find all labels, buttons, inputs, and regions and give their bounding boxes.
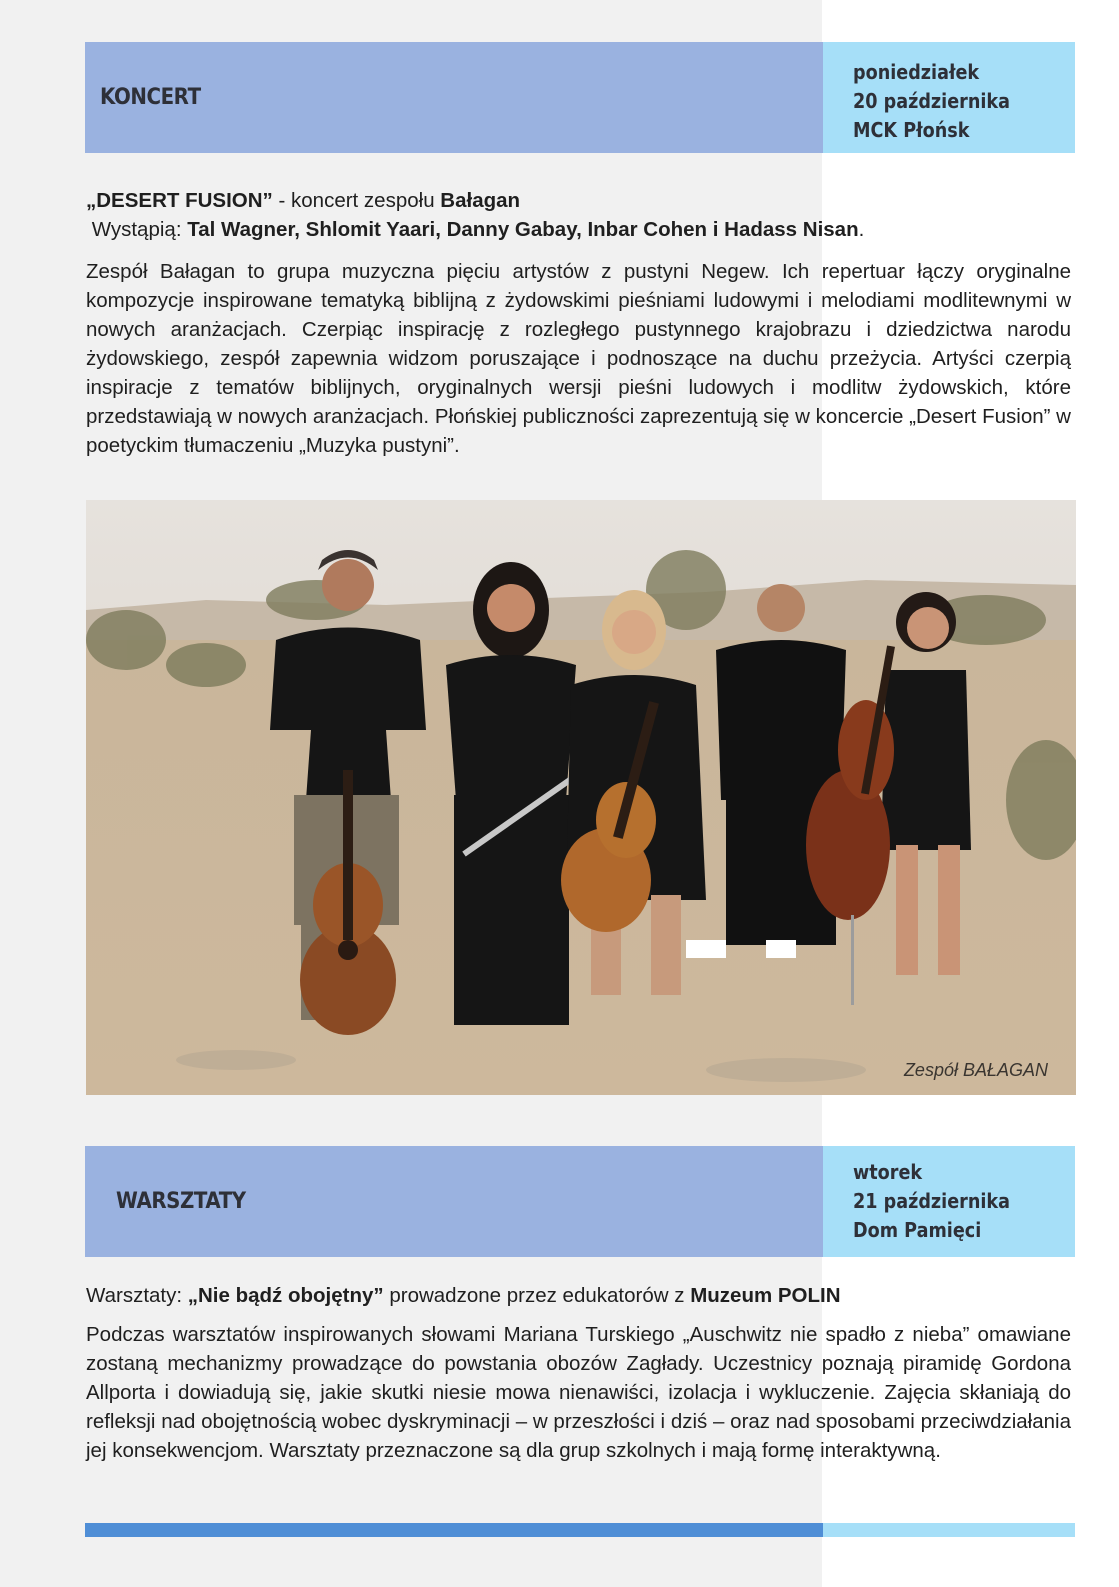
workshop-headline	[86, 1281, 1071, 1310]
workshop-banner	[85, 1146, 1075, 1257]
event-meta	[853, 58, 1010, 145]
performers-label: Wystąpią:	[86, 218, 188, 241]
section-title: KONCERT	[100, 85, 201, 110]
photo-caption: Zespół BAŁAGAN	[903, 1060, 1048, 1080]
organizer-name: Muzeum POLIN	[690, 1284, 841, 1307]
event-date: 21 października	[853, 1189, 1010, 1213]
concert-headline	[86, 186, 1071, 215]
concert-title: „DESERT FUSION”	[86, 189, 273, 212]
band-photo	[86, 500, 1076, 1095]
event-place: Dom Pamięci	[853, 1218, 982, 1242]
band-photo-illustration	[86, 500, 1076, 1095]
footer-bar-blue	[85, 1523, 823, 1537]
concert-description: Zespół Bałagan to grupa muzyczna pięciu artystów z pustyni Negew. Ich repertuar łączy oryginalne kompozycje inspirowane tematyką biblijną z żydowskimi pieśniami ludowymi i melodiami modlitewnymi w nowych aranżacjach. Czerpiąc inspirację z rozległego pustynnego krajobrazu i dziedzictwa narodu żydowskiego, zespół zapewnia widzom poruszające i podnoszące na duchu przeżycia. Artyści czerpią inspiracje z tematów biblijnych, oryginalnych wersji pieśni ludowych i modlitw żydowskich, które przedstawiają w nowych aranżacjach. Płońskiej publiczności zaprezentują się w koncercie „Desert Fusion” w poetyckim tłumaczeniu „Muzyka pustyni”.	[86, 260, 1071, 457]
workshop-title: „Nie bądź obojętny”	[187, 1284, 384, 1307]
event-day: wtorek	[853, 1160, 923, 1184]
performers-names: Tal Wagner, Shlomit Yaari, Danny Gabay, Inbar Cohen i Hadass Nisan	[187, 218, 859, 241]
workshop-label: Warsztaty:	[86, 1284, 188, 1307]
concert-banner	[85, 42, 1075, 153]
workshop-subtitle: prowadzone przez edukatorów z	[383, 1284, 691, 1307]
band-name: Bałagan	[440, 189, 521, 212]
event-day: poniedziałek	[853, 60, 980, 84]
footer-bar-cyan	[823, 1523, 1075, 1537]
performers-line	[86, 215, 1071, 244]
event-meta	[853, 1158, 1010, 1245]
event-date: 20 października	[853, 89, 1010, 113]
event-place: MCK Płońsk	[853, 118, 970, 142]
section-title: WARSZTATY	[116, 1189, 246, 1214]
performers-end: .	[858, 218, 865, 241]
concert-subtitle: - koncert zespołu	[272, 189, 441, 212]
workshop-description: Podczas warsztatów inspirowanych słowami Mariana Turskiego „Auschwitz nie spadło z nieba” omawiane zostaną mechanizmy prowadzące do powstania obozów Zagłady. Uczestnicy poznają piramidę Gordona Allporta i dowiadują się, jakie skutki niesie mowa nienawiści, izolacja i wykluczenie. Zajęcia skłaniają do refleksji nad obojętnością wobec dyskryminacji – w przeszłości i dziś – oraz nad sposobami przeciwdziałania jej konsekwencjom. Warsztaty przeznaczone są dla grup szkolnych i mają formę interaktywną.	[86, 1323, 1071, 1462]
